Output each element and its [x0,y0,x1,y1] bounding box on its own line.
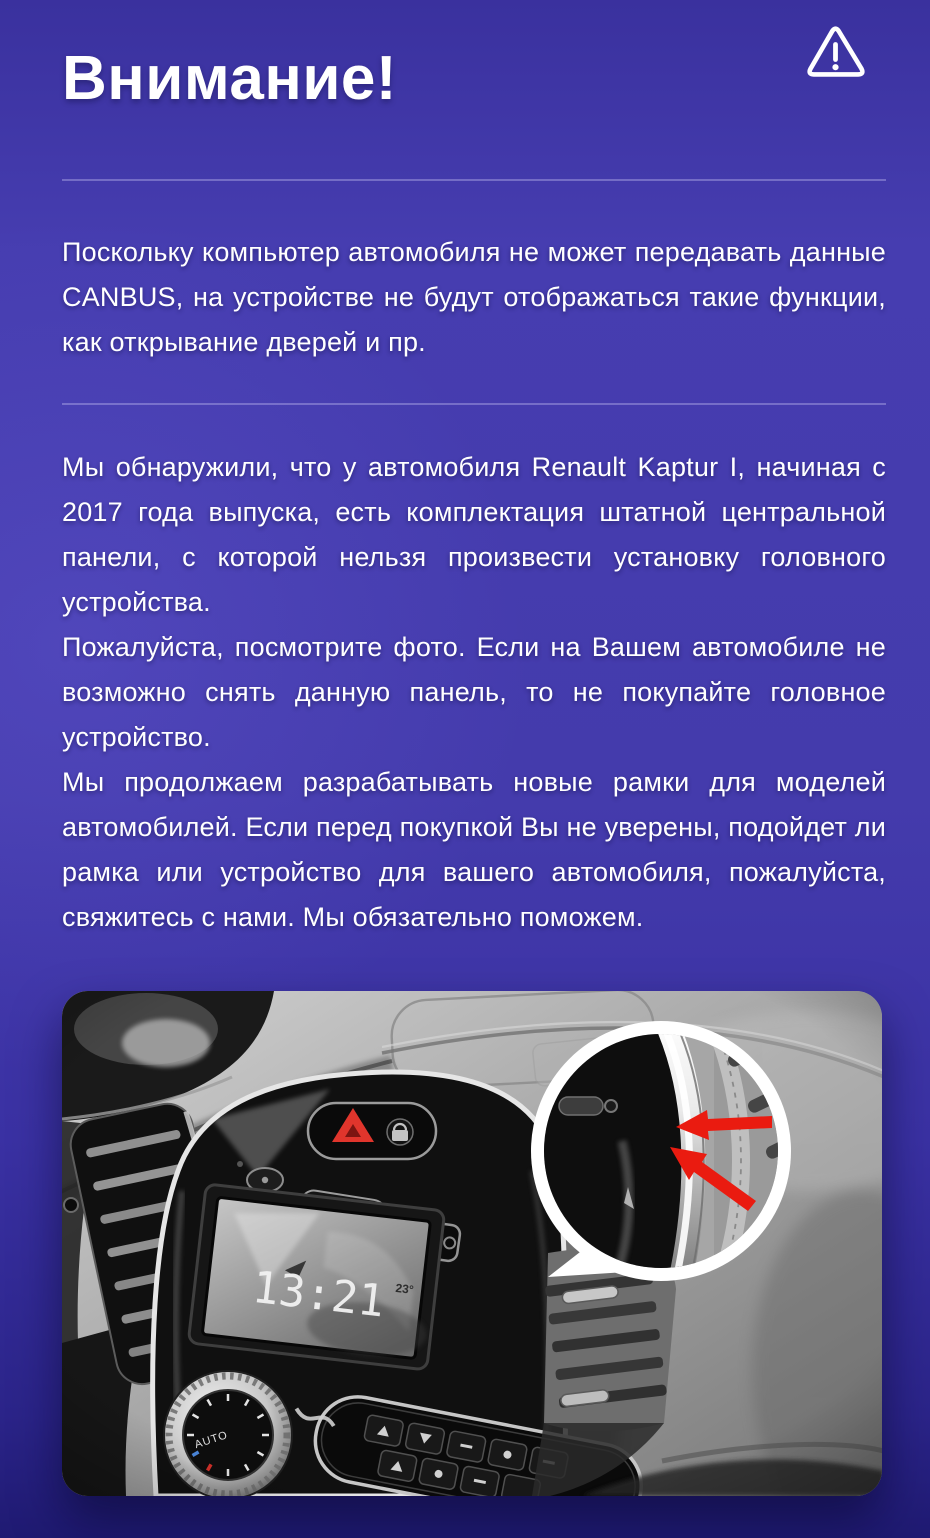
warning-triangle-icon [806,24,866,87]
page-title: Внимание! [62,44,398,113]
paragraph-contact: Мы продолжаем разрабатывать новые рамки для моделей автомобилей. Если перед покупкой Вы не уверены, подойдет ли рамка или устройство для вашего автомобиля, пожалуйста, свяжитесь с нами. Мы обязательно поможем. [62,767,886,933]
paragraph-block [62,445,886,940]
header [62,0,886,113]
divider-middle [62,403,886,405]
paragraph-photo-note: Пожалуйста, посмотрите фото. Если на Вашем автомобиле не возможно снять данную панель, то не покупайте головное устройство. [62,632,886,753]
paragraph-kaptur: Мы обнаружили, что у автомобиля Renault Kaptur I, начиная с 2017 года выпуска, есть комплектация штатной центральной панели, с которой нельзя произвести установку головного устройства. [62,452,886,618]
dashboard-photo-illustration [62,991,882,1496]
paragraph-canbus: Поскольку компьютер автомобиля не может передавать данные CANBUS, на устройстве не будут отображаться такие функции, как открывание дверей и пр. [62,237,886,358]
divider-top [62,179,886,181]
dashboard-photo [62,991,882,1496]
